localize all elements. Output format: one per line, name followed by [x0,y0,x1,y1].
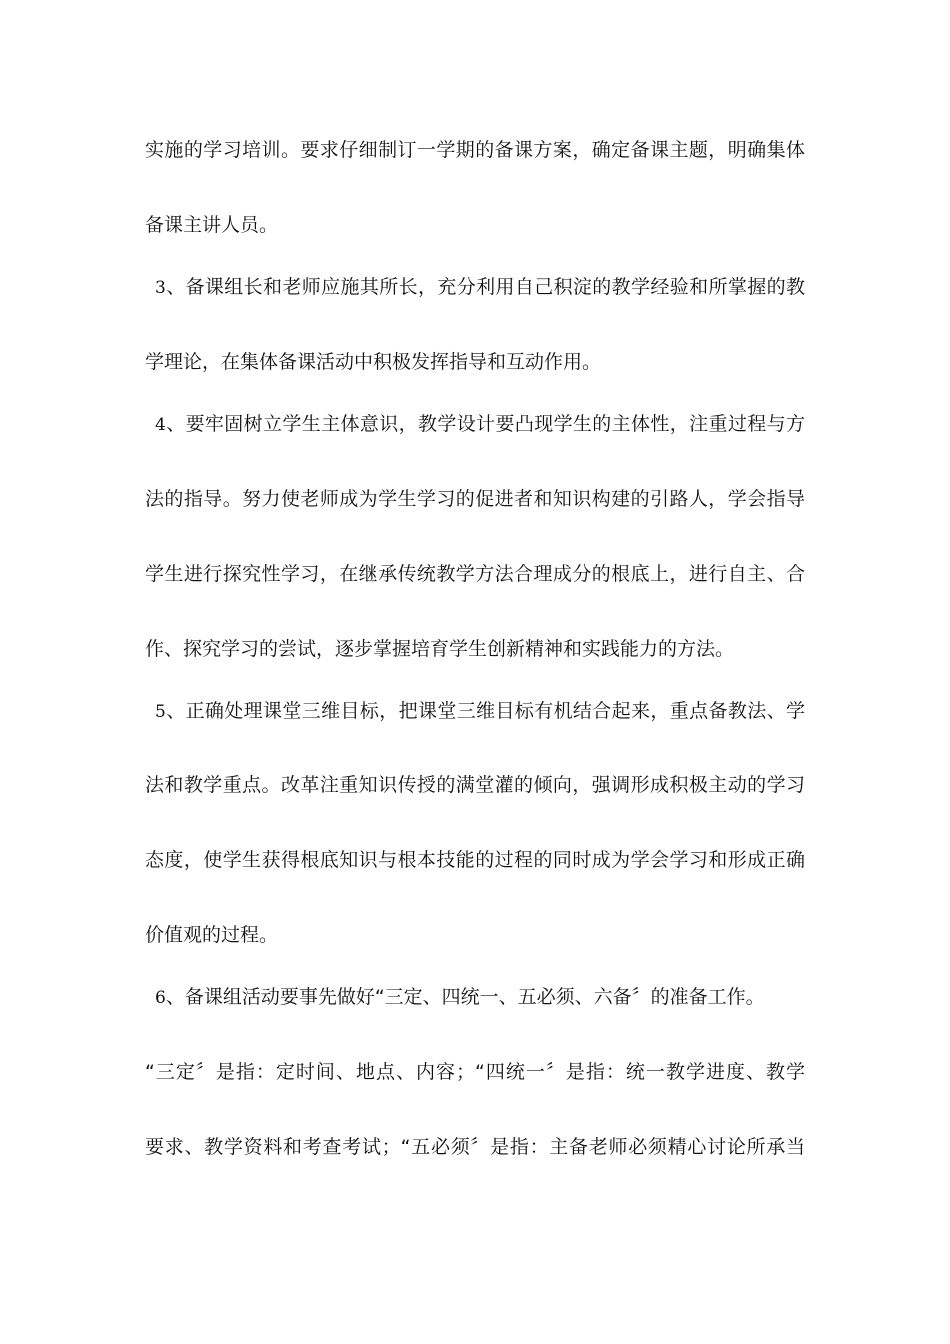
text-line: 价值观的过程。 [145,924,279,946]
numbered-line-4 [145,407,805,441]
text-line: 学理论，在集体备课活动中积极发挥指导和互动作用。 [145,351,602,373]
numbered-line-3 [145,270,805,304]
numbered-line-5 [145,694,805,728]
item-number: 3 [155,278,166,298]
text-line: 备课主讲人员。 [145,214,279,236]
text-line: 实施的学习培训。要求仔细制订一学期的备课方案，确定备课主题，明确集体 [145,139,805,161]
item-text: 、要牢固树立学生主体意识，教学设计要凸现学生的主体性，注重过程与方 [165,413,805,435]
text-line: 态度，使学生获得根底知识与根本技能的过程的同时成为学会学习和形成正确 [145,849,805,871]
item-text: 、备课组活动要事先做好“三定、四统一、五必须、六备〞的准备工作。 [165,986,765,1008]
text-line: 法和教学重点。改革注重知识传授的满堂灌的倾向，强调形成积极主动的学习 [145,774,805,796]
item-number: 5 [155,702,166,722]
text-line: 学生进行探究性学习，在继承传统教学方法合理成分的根底上，进行自主、合 [145,563,805,585]
text-line: “三定〞是指：定时间、地点、内容；“四统一〞是指：统一教学进度、教学 [145,1061,805,1083]
item-text: 、正确处理课堂三维目标，把课堂三维目标有机结合起来，重点备教法、学 [165,700,805,722]
text-line: 作、探究学习的尝试，逐步掌握培育学生创新精神和实践能力的方法。 [145,638,735,660]
numbered-line-6 [145,980,805,1014]
item-number: 4 [155,415,166,435]
text-line: 法的指导。努力使老师成为学生学习的促进者和知识构建的引路人，学会指导 [145,488,805,510]
item-text: 、备课组长和老师应施其所长，充分利用自己积淀的教学经验和所掌握的教 [165,276,805,298]
text-line: 要求、教学资料和考查考试；“五必须〞是指：主备老师必须精心讨论所承当 [145,1136,805,1158]
item-number: 6 [155,988,166,1008]
